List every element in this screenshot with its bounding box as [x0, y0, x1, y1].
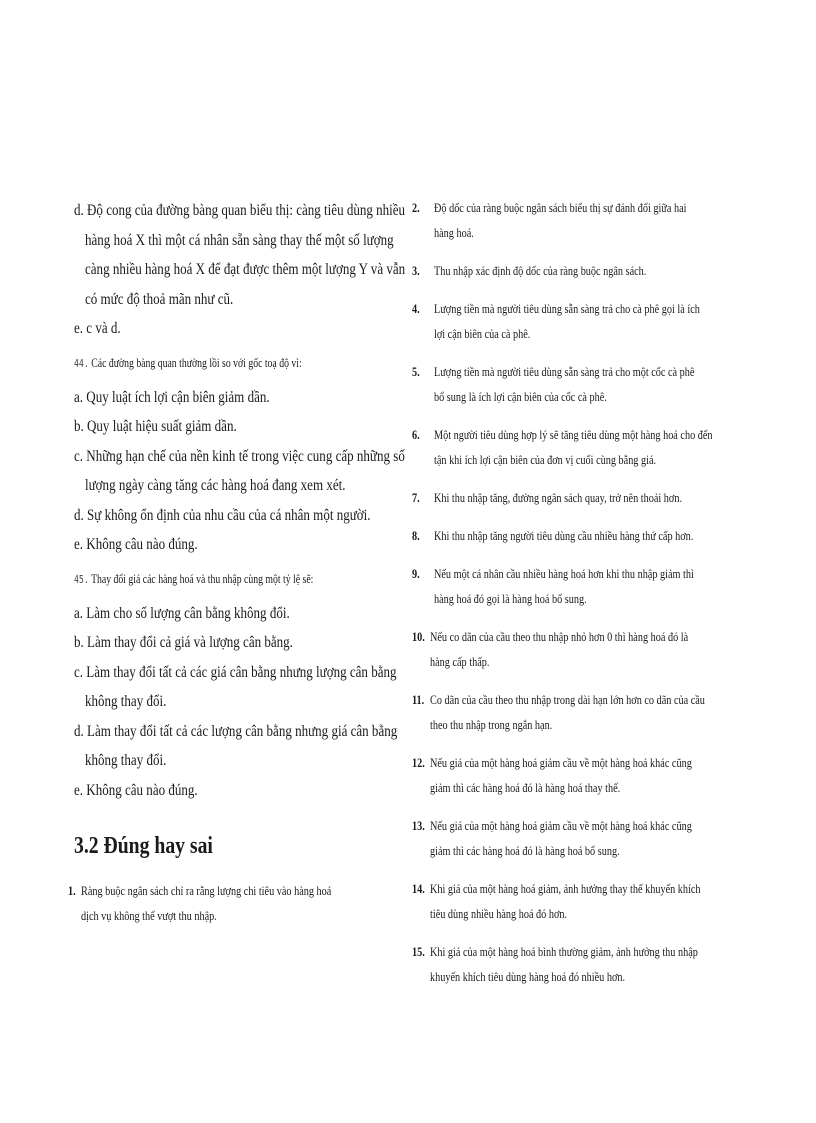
q45-option-d: d. Làm thay đổi tất cả các lượng cân bằng nhưng giá cân bằng	[74, 722, 398, 740]
statement-10	[412, 625, 734, 675]
q44-option-c-cont: lượng ngày càng tăng các hàng hoá đang xem xét.	[85, 477, 346, 494]
left-column	[68, 196, 406, 942]
statement-line: Khi giá của một hàng hoá giảm, ảnh hưởng thay thế khuyến khích	[430, 882, 701, 896]
statement-number: 2.	[412, 201, 420, 215]
q43-option-d	[74, 196, 406, 314]
q44-number: 44.	[74, 357, 89, 370]
q44-question: 44. Các đường bàng quan thường lồi so với gốc toạ độ vì:	[74, 355, 302, 370]
option-line: càng nhiều hàng hoá X để đạt được thêm một lượng Y và vẫn	[85, 261, 406, 278]
statement-number: 6.	[412, 428, 420, 442]
statement-number: 10.	[412, 630, 425, 644]
statement-6	[412, 423, 734, 473]
statement-5	[412, 360, 734, 410]
statement-line: hàng hoá.	[434, 226, 474, 240]
statement-line: giảm thì các hàng hoá đó là hàng hoá bổ sung.	[430, 844, 620, 858]
statement-line: khuyến khích tiêu dùng hàng hoá đó nhiều hơn.	[430, 970, 626, 984]
q45-option-e: e. Không câu nào đúng.	[74, 781, 198, 799]
statement-line: Độ dốc của ràng buộc ngân sách biểu thị sự đánh đổi giữa hai	[434, 201, 687, 215]
q45-question: 45. Thay đổi giá các hàng hoá và thu nhập cùng một tỷ lệ sẽ:	[74, 571, 314, 586]
section-title: 3.2 Đúng hay sai	[74, 833, 213, 859]
statement-2	[412, 196, 734, 246]
statement-8	[412, 524, 734, 549]
statement-13	[412, 814, 734, 864]
statement-line: Thu nhập xác định độ dốc của ràng buộc ngân sách.	[434, 264, 647, 278]
statement-line: theo thu nhập trong ngắn hạn.	[430, 718, 553, 732]
statement-line: Nếu một cá nhân cầu nhiều hàng hoá hơn khi thu nhập giảm thì	[434, 567, 694, 581]
statement-line: hàng cấp thấp.	[430, 655, 490, 669]
statement-number: 8.	[412, 529, 420, 543]
statement-line: lợi cận biên của cà phê.	[434, 327, 531, 341]
statement-number: 13.	[412, 819, 425, 833]
statement-number: 1.	[68, 884, 76, 898]
statement-line: Nếu giá của một hàng hoá giảm cầu về một hàng hoá khác cũng	[430, 756, 692, 770]
statement-line: Lượng tiền mà người tiêu dùng sẵn sàng trả cho cà phê gọi là ích	[434, 302, 700, 316]
statement-1	[68, 879, 390, 929]
q45-option-b: b. Làm thay đổi cả giá và lượng cân bằng.	[74, 634, 293, 651]
q44-option-c: c. Những hạn chế của nền kinh tế trong việc cung cấp những số	[74, 447, 405, 465]
statement-line: hàng hoá đó gọi là hàng hoá bổ sung.	[434, 592, 587, 606]
q44-option-b: b. Quy luật hiệu suất giảm dần.	[74, 418, 237, 435]
statement-3	[412, 259, 734, 284]
q45-option-c: c. Làm thay đổi tất cả các giá cân bằng nhưng lượng cân bằng	[74, 663, 397, 681]
statement-number: 9.	[412, 567, 420, 581]
statement-line: Lượng tiền mà người tiêu dùng sẵn sàng trả cho một cốc cà phê	[434, 365, 695, 379]
statement-12	[412, 751, 734, 801]
statement-line: Một người tiêu dùng hợp lý sẽ tăng tiêu dùng một hàng hoá cho đến	[434, 428, 713, 442]
statement-line: bổ sung là ích lợi cận biên của cốc cà phê.	[434, 390, 607, 404]
statement-number: 3.	[412, 264, 420, 278]
statement-number: 5.	[412, 365, 420, 379]
q44-option-d: d. Sự không ổn định của nhu cầu của cá nhân một người.	[74, 506, 371, 524]
statement-number: 14.	[412, 882, 425, 896]
q45-option-a: a. Làm cho số lượng cân bằng không đổi.	[74, 604, 290, 622]
right-column	[412, 196, 734, 1003]
statement-number: 11.	[412, 693, 425, 707]
statement-line: Nếu co dãn của cầu theo thu nhập nhỏ hơn 0 thì hàng hoá đó là	[430, 630, 689, 644]
statement-line: Khi thu nhập tăng người tiêu dùng cầu nhiều hàng thứ cấp hơn.	[434, 529, 694, 543]
q44-option-e: e. Không câu nào đúng.	[74, 536, 198, 553]
q45-number: 45.	[74, 573, 89, 586]
statement-line: Nếu giá của một hàng hoá giảm cầu về một hàng hoá khác cũng	[430, 819, 692, 833]
q45-option-c-cont: không thay đổi.	[85, 693, 167, 710]
statement-line: tiêu dùng nhiều hàng hoá đó hơn.	[430, 907, 568, 921]
statement-11	[412, 688, 734, 738]
statement-number: 7.	[412, 491, 420, 505]
statement-line: giảm thì các hàng hoá đó là hàng hoá thay thế.	[430, 781, 621, 795]
statement-line: Ràng buộc ngân sách chỉ ra rằng lượng chi tiêu vào hàng hoá	[81, 884, 332, 898]
statement-4	[412, 297, 734, 347]
statement-line: Co dãn của cầu theo thu nhập trong dài hạn lớn hơn co dãn của cầu	[430, 693, 705, 707]
statement-9	[412, 562, 734, 612]
statement-line: dịch vụ không thể vượt thu nhập.	[81, 909, 217, 923]
statement-7	[412, 486, 734, 511]
statement-number: 4.	[412, 302, 420, 316]
statement-14	[412, 877, 734, 927]
statement-15	[412, 940, 734, 990]
option-line: hàng hoá X thì một cá nhân sẵn sàng thay thế một số lượng	[85, 231, 394, 249]
statement-line: tận khi ích lợi cận biên của đơn vị cuối cùng bằng giá.	[434, 453, 657, 467]
statement-line: Khi giá của một hàng hoá bình thường giảm, ảnh hưởng thu nhập	[430, 945, 698, 959]
option-line: có mức độ thoả mãn như cũ.	[85, 290, 234, 308]
q45-option-d-cont: không thay đổi.	[85, 752, 167, 769]
statement-number: 12.	[412, 756, 425, 770]
statement-number: 15.	[412, 945, 425, 959]
statement-line: Khi thu nhập tăng, đường ngân sách quay, trở nên thoải hơn.	[434, 491, 683, 505]
q44-option-a: a. Quy luật ích lợi cận biên giảm dần.	[74, 388, 270, 406]
q43-option-e: e. c và d.	[74, 320, 121, 337]
option-line: d. Độ cong của đường bàng quan biểu thị: càng tiêu dùng nhiều	[74, 202, 406, 219]
